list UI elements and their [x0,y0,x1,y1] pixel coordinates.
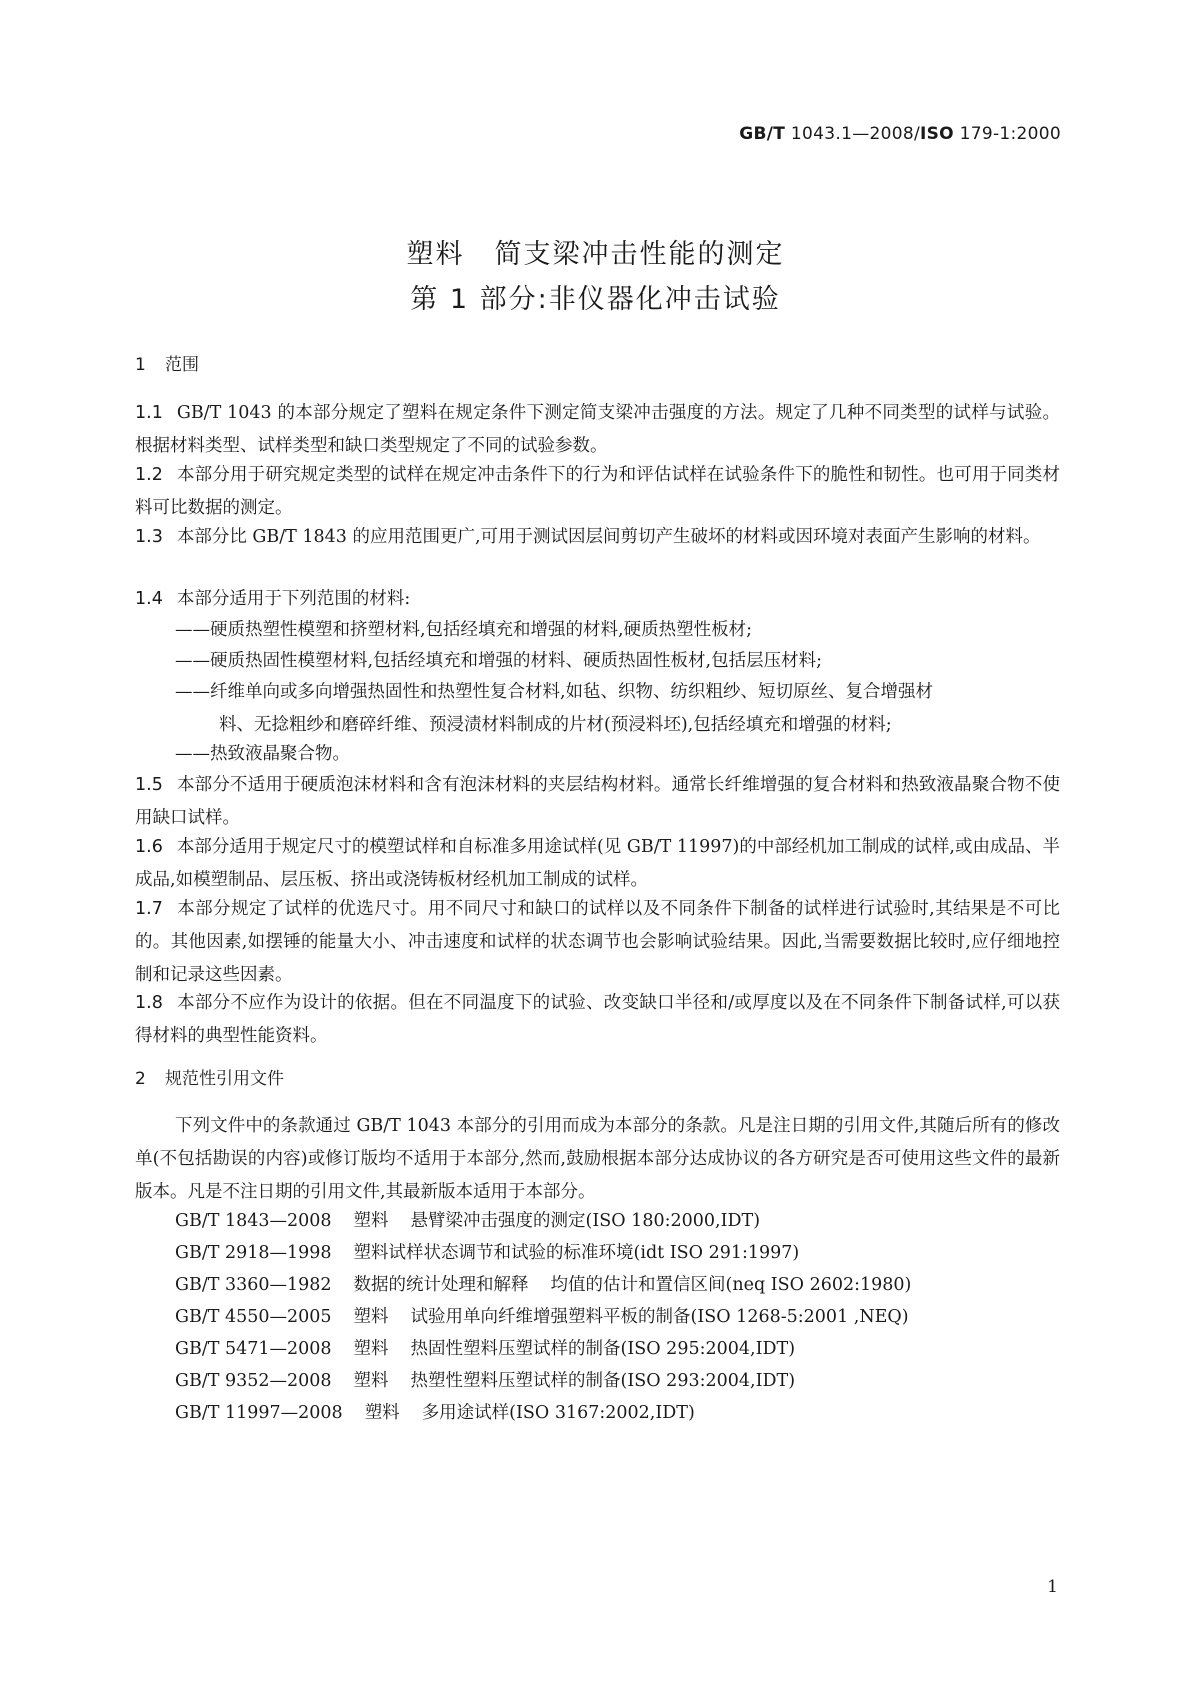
clause-1-6 [135,831,1060,897]
reference-title-b: 均值的估计和置信区间(neq ISO 2602:1980) [550,1275,912,1295]
clause-text: 本部分适用于规定尺寸的模塑试样和自标准多用途试样(见 GB/T 11997)的中部经机加工制成的试样,或由成品、半成品,如模塑制品、层压板、挤出或浇铸板材经机加工制成的试样。 [135,837,1060,890]
list-item-text: ——热致液晶聚合物。 [175,744,350,764]
reference-code: GB/T 1843—2008 [175,1211,332,1231]
title-line-2: 第 1 部分:非仪器化冲击试验 [410,284,781,315]
reference-item [175,1237,799,1270]
list-item-text: ——硬质热塑性模塑和挤塑材料,包括经填充和增强的材料,硬质热塑性板材; [175,620,753,640]
iso-number: 179-1:2000 [953,124,1061,144]
reference-title-b: 试验用单向纤维增强塑料平板的制备(ISO 1268-5:2001 ,NEQ) [410,1307,909,1327]
list-item [175,645,1060,678]
section-number: 2 [135,1069,146,1089]
reference-title-a: 塑料 [364,1403,400,1423]
clause-text: 本部分不适用于硬质泡沫材料和含有泡沫材料的夹层结构材料。通常长纤维增强的复合材料和热致液晶聚合物不使用缺口试样。 [135,775,1060,828]
clause-1-2 [135,459,1060,525]
reference-item [175,1397,695,1430]
std-number: 1043.1—2008/ [785,124,920,144]
clause-number: 1.2 [135,465,163,485]
clause-number: 1.8 [135,993,163,1013]
reference-code: GB/T 4550—2005 [175,1307,332,1327]
reference-title-b: 热塑性塑料压塑试样的制备(ISO 293:2004,IDT) [410,1371,796,1391]
clause-number: 1.7 [135,899,163,919]
title-part-b: 简支梁冲击性能的测定 [494,239,785,270]
list-item-text: ——硬质热固性模塑材料,包括经填充和增强的材料、硬质热固性板材,包括层压材料; [175,651,823,671]
clause-text: 本部分用于研究规定类型的试样在规定冲击条件下的行为和评估试样在试验条件下的脆性和韧性。也可用于同类材料可比数据的测定。 [135,465,1060,518]
section-2-intro: 下列文件中的条款通过 GB/T 1043 本部分的引用而成为本部分的条款。凡是注日期的引用文件,其随后所有的修改单(不包括勘误的内容)或修订版均不适用于本部分,然而,鼓励根据本部分达成协议的各方研究是否可使用这些文件的最新版本。凡是不注日期的引用文件,其最新版本适用于本部分。 [135,1116,1060,1202]
reference-title-b: 热固性塑料压塑试样的制备(ISO 295:2004,IDT) [410,1339,796,1359]
section-title: 范围 [165,355,199,375]
reference-title-b: 悬臂梁冲击强度的测定(ISO 180:2000,IDT) [410,1211,761,1231]
clause-number: 1.4 [135,589,163,609]
clause-number: 1.1 [135,403,163,423]
reference-item [175,1301,909,1334]
reference-code: GB/T 9352—2008 [175,1371,332,1391]
list-item [175,676,1060,742]
reference-code: GB/T 5471—2008 [175,1339,332,1359]
clause-1-5 [135,769,1060,835]
reference-title-a: 塑料 [353,1307,389,1327]
section-number: 1 [135,355,146,375]
reference-title-b: 多用途试样(ISO 3167:2002,IDT) [421,1403,695,1423]
clause-text: GB/T 1043 的本部分规定了塑料在规定条件下测定简支梁冲击强度的方法。规定了几种不同类型的试样与试验。根据材料类型、试样类型和缺口类型规定了不同的试验参数。 [135,403,1060,456]
clause-number: 1.3 [135,527,163,547]
reference-item [175,1269,911,1302]
list-item-text: ——纤维单向或多向增强热固性和热塑性复合材料,如毡、织物、纺织粗纱、短切原丝、复合增强材 [175,682,934,702]
reference-title-b: 塑料试样状态调节和试验的标准环境(idt ISO 291:1997) [353,1243,800,1263]
std-code: GB/T [739,124,786,144]
clause-1-7 [135,893,1060,992]
reference-code: GB/T 11997—2008 [175,1403,343,1423]
clause-text: 本部分规定了试样的优选尺寸。用不同尺寸和缺口的试样以及不同条件下制备的试样进行试验时,其结果是不可比的。其他因素,如摆锤的能量大小、冲击速度和试样的状态调节也会影响试验结果。因此,当需要数据比较时,应仔细地控制和记录这些因素。 [135,899,1060,985]
reference-item [175,1365,795,1398]
clause-number: 1.6 [135,837,163,857]
reference-code: GB/T 2918—1998 [175,1243,332,1263]
title-line-1 [0,232,1191,271]
title-part-a: 塑料 [406,239,465,270]
clause-number: 1.5 [135,775,163,795]
reference-title-a: 塑料 [353,1211,389,1231]
clause-1-1 [135,397,1060,463]
iso-prefix: ISO [919,124,954,144]
clause-text: 本部分不应作为设计的依据。但在不同温度下的试验、改变缺口半径和/或厚度以及在不同条件下制备试样,可以获得材料的典型性能资料。 [135,993,1060,1046]
clause-1-3 [135,521,1060,554]
list-item [175,738,1060,771]
standard-header [739,124,1061,144]
reference-item [175,1333,795,1366]
reference-title-a: 数据的统计处理和解释 [353,1275,529,1295]
clause-1-8 [135,987,1060,1053]
section-2-heading [135,1064,284,1089]
reference-item [175,1205,760,1238]
section-1-heading [135,350,199,375]
reference-title-a: 塑料 [353,1339,389,1359]
list-item-continuation: 料、无捻粗纱和磨碎纤维、预浸渍材料制成的片材(预浸料坯),包括经填充和增强的材料; [219,715,892,735]
page-number: 1 [1047,1577,1058,1597]
reference-code: GB/T 3360—1982 [175,1275,332,1295]
clause-1-4 [135,583,1060,616]
list-item [175,614,1060,647]
section-title: 规范性引用文件 [165,1069,284,1089]
clause-text: 本部分比 GB/T 1843 的应用范围更广,可用于测试因层间剪切产生破坏的材料或因环境对表面产生影响的材料。 [176,527,1041,547]
clause-text: 本部分适用于下列范围的材料: [176,589,411,609]
reference-title-a: 塑料 [353,1371,389,1391]
